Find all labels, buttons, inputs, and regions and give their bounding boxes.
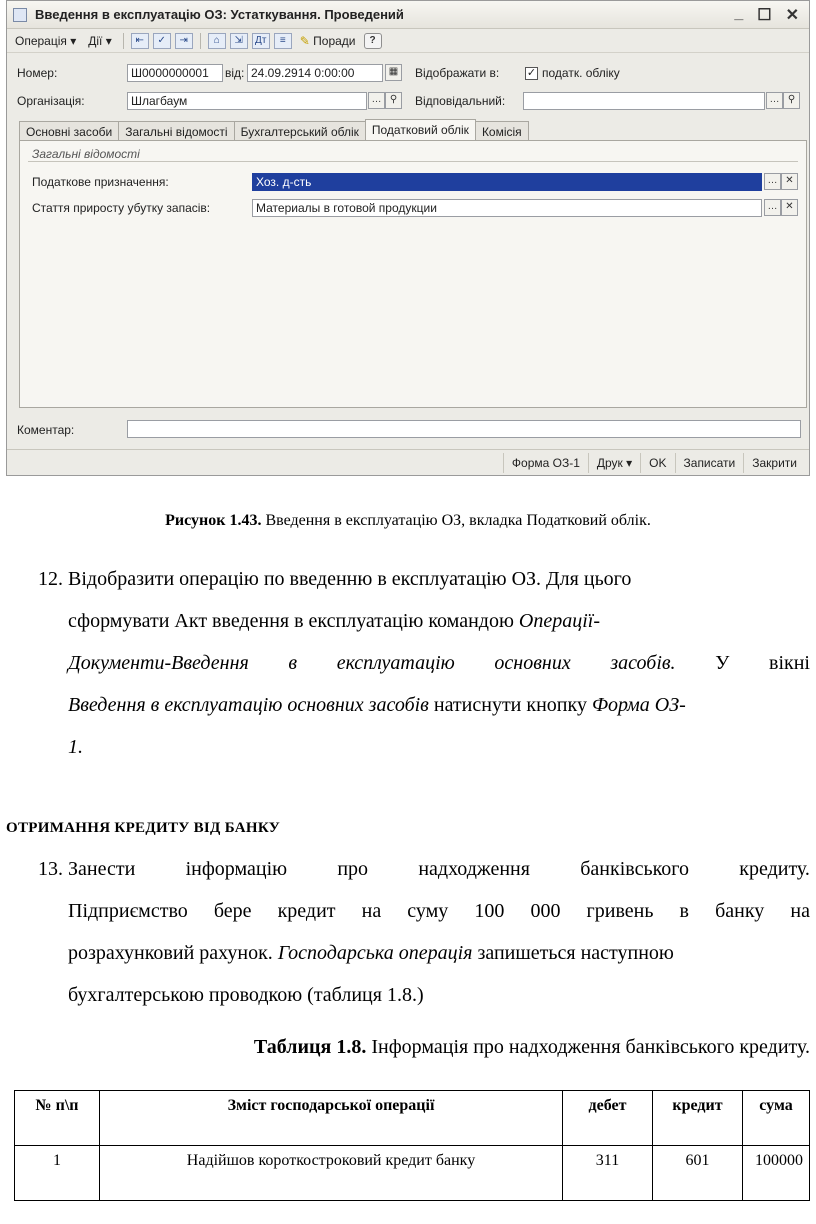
text-run: суму bbox=[407, 900, 449, 922]
table-cell: 1 bbox=[15, 1146, 100, 1201]
date-field[interactable]: 24.09.2914 0:00:00 bbox=[247, 64, 383, 82]
search-icon[interactable]: ⚲ bbox=[385, 92, 402, 109]
text-run: засобів. bbox=[610, 652, 676, 674]
operation-menu[interactable]: Операція ▾ bbox=[15, 33, 77, 48]
save-button[interactable]: Записати bbox=[675, 453, 744, 473]
calendar-icon[interactable]: ▦ bbox=[385, 64, 402, 81]
tax-purpose-label: Податкове призначення: bbox=[32, 175, 169, 189]
text-run: сформувати Акт введення в експлуатацію командою bbox=[68, 610, 519, 632]
entries-table bbox=[14, 1090, 810, 1201]
text-run: інформацію bbox=[185, 858, 288, 880]
column-header: Зміст господарської операції bbox=[100, 1091, 563, 1146]
structure-icon[interactable]: ⌂ bbox=[208, 33, 226, 49]
figure-caption bbox=[0, 512, 816, 530]
select-ellipsis-icon[interactable]: … bbox=[764, 173, 781, 190]
table-cell: Надійшов короткостроковий кредит банку bbox=[100, 1146, 563, 1201]
tax-accounting-checkbox-label: податк. обліку bbox=[542, 66, 620, 80]
tips-button[interactable] bbox=[296, 33, 360, 49]
show-in-label: Відображати в: bbox=[415, 66, 500, 80]
print-menu-button[interactable]: Друк ▾ bbox=[588, 453, 640, 473]
table-row bbox=[15, 1146, 810, 1201]
select-ellipsis-icon[interactable]: … bbox=[368, 92, 385, 109]
text-run: основних bbox=[494, 652, 571, 674]
number-field[interactable]: Ш0000000001 bbox=[127, 64, 223, 82]
step-13-line bbox=[38, 848, 810, 890]
text-run: 13. Занести bbox=[38, 858, 136, 880]
tax-accounting-checkbox[interactable]: ✓ bbox=[526, 67, 537, 79]
text-run: надходження bbox=[418, 858, 530, 880]
column-header: сума bbox=[743, 1091, 810, 1146]
text-run: кредит bbox=[277, 900, 336, 922]
text-run: бере bbox=[213, 900, 252, 922]
step-13-line: бухгалтерською проводкою (таблиця 1.8.) bbox=[68, 984, 424, 1006]
movements-icon[interactable]: ⇲ bbox=[230, 33, 248, 49]
group-title: Загальні відомості bbox=[32, 147, 140, 161]
number-label: Номер: bbox=[17, 66, 58, 80]
table-cell: 100000 bbox=[743, 1146, 810, 1201]
text-run: гривень bbox=[586, 900, 654, 922]
step-12-paragraph bbox=[38, 558, 810, 768]
tax-purpose-field[interactable]: Хоз. д-сть bbox=[252, 173, 762, 191]
step-13-line bbox=[38, 890, 810, 932]
column-header: № п\п bbox=[15, 1091, 100, 1146]
table-cell: 311 bbox=[563, 1146, 653, 1201]
accounting-entries-icon[interactable]: Дт bbox=[252, 33, 270, 49]
tab-fixed-assets[interactable]: Основні засоби bbox=[19, 121, 119, 144]
text-run: 000 bbox=[530, 900, 561, 922]
column-header: кредит bbox=[653, 1091, 743, 1146]
post-icon[interactable]: ✓ bbox=[153, 33, 171, 49]
text-run: на bbox=[790, 900, 810, 922]
comment-field[interactable] bbox=[127, 420, 801, 438]
unpost-icon[interactable]: ⇥ bbox=[175, 33, 193, 49]
text-run: - bbox=[593, 610, 600, 632]
text-run: 1. bbox=[68, 736, 83, 758]
group-divider bbox=[28, 161, 798, 162]
tips-label: Поради bbox=[313, 33, 356, 48]
text-run: банківського bbox=[580, 858, 689, 880]
close-window-button[interactable]: ✕ bbox=[785, 6, 799, 24]
window-titlebar bbox=[7, 1, 809, 29]
text-run: кредиту. bbox=[739, 858, 810, 880]
text-run: Введення в експлуатацію основних засобів bbox=[68, 694, 429, 716]
table-caption bbox=[254, 1036, 810, 1059]
step-12-line bbox=[38, 642, 810, 684]
text-run: в bbox=[288, 652, 298, 674]
select-ellipsis-icon[interactable]: … bbox=[766, 92, 783, 109]
table-caption-label: Таблиця 1.8. bbox=[253, 1036, 367, 1058]
figure-caption-text: Введення в експлуатацію ОЗ, вкладка Податковий облік. bbox=[261, 512, 651, 529]
actions-menu[interactable]: Дії ▾ bbox=[88, 33, 112, 48]
step-13-paragraph bbox=[38, 848, 810, 1016]
minimize-button[interactable]: _ bbox=[734, 4, 744, 22]
step-12-line bbox=[38, 726, 810, 768]
toolbar bbox=[7, 29, 809, 53]
post-and-close-icon[interactable]: ⇤ bbox=[131, 33, 149, 49]
responsible-field[interactable] bbox=[523, 92, 765, 110]
figure-caption-label: Рисунок 1.43. bbox=[165, 512, 262, 529]
tab-panel bbox=[19, 140, 807, 408]
expense-item-label: Стаття приросту убутку запасів: bbox=[32, 201, 211, 215]
date-label: від: bbox=[225, 66, 245, 80]
window-app-icon bbox=[13, 8, 27, 22]
select-ellipsis-icon[interactable]: … bbox=[764, 199, 781, 216]
document-window bbox=[6, 0, 810, 476]
step-13-line bbox=[38, 932, 810, 974]
clear-icon[interactable]: ✕ bbox=[781, 173, 798, 190]
tab-tax-accounting[interactable]: Податковий облік bbox=[365, 119, 476, 146]
clear-icon[interactable]: ✕ bbox=[781, 199, 798, 216]
text-run: Господарська операція bbox=[277, 942, 473, 964]
expense-item-field[interactable]: Материалы в готовой продукции bbox=[252, 199, 762, 217]
text-run: вікні bbox=[769, 652, 810, 674]
text-run: Форма ОЗ- bbox=[591, 694, 686, 716]
help-button[interactable]: ? bbox=[364, 33, 382, 49]
text-run: Документи-Введення bbox=[68, 652, 249, 674]
table-header-row bbox=[15, 1091, 810, 1146]
tab-strip bbox=[19, 121, 528, 141]
text-run: Підприємство bbox=[68, 900, 188, 922]
table-caption-text: Інформація про надходження банківського кредиту. bbox=[366, 1036, 810, 1058]
text-run: 100 bbox=[474, 900, 505, 922]
text-run: розрахунковий рахунок. bbox=[68, 942, 278, 964]
close-button[interactable]: Закрити bbox=[743, 453, 805, 473]
text-run: Операції bbox=[518, 610, 594, 632]
window-title: Введення в експлуатацію ОЗ: Устаткування. Проведений bbox=[35, 7, 404, 22]
ok-button[interactable]: OK bbox=[640, 453, 674, 473]
form-os1-button[interactable]: Форма ОЗ-1 bbox=[503, 453, 588, 473]
text-run: в bbox=[679, 900, 689, 922]
tab-general-info[interactable]: Загальні відомості bbox=[118, 121, 234, 144]
bottom-button-bar bbox=[7, 449, 809, 475]
text-run: на bbox=[361, 900, 382, 922]
tab-accounting[interactable]: Бухгалтерський облік bbox=[234, 121, 366, 144]
maximize-button[interactable]: ☐ bbox=[757, 6, 772, 24]
text-run: про bbox=[337, 858, 369, 880]
text-run: експлуатацію bbox=[336, 652, 455, 674]
column-header: дебет bbox=[563, 1091, 653, 1146]
step-12-line: 12. Відобразити операцію по введенню в експлуатацію ОЗ. Для цього bbox=[38, 568, 632, 590]
organization-label: Організація: bbox=[17, 94, 85, 108]
report-icon[interactable]: ≡ bbox=[274, 33, 292, 49]
toolbar-separator bbox=[200, 33, 201, 49]
table-cell: 601 bbox=[653, 1146, 743, 1201]
responsible-label: Відповідальний: bbox=[415, 94, 506, 108]
step-12-line bbox=[38, 600, 810, 642]
tab-commission[interactable]: Комісія bbox=[475, 121, 529, 144]
text-run: банку bbox=[715, 900, 765, 922]
text-run: натиснути кнопку bbox=[428, 694, 592, 716]
organization-field[interactable]: Шлагбаум bbox=[127, 92, 367, 110]
step-12-line bbox=[38, 684, 810, 726]
text-run: запишеться наступною bbox=[472, 942, 674, 964]
tips-icon: ✎ bbox=[299, 33, 310, 48]
text-run: У bbox=[715, 652, 730, 674]
search-icon[interactable]: ⚲ bbox=[783, 92, 800, 109]
toolbar-separator bbox=[123, 33, 124, 49]
comment-label: Коментар: bbox=[17, 423, 75, 437]
section-heading: ОТРИМАННЯ КРЕДИТУ ВІД БАНКУ bbox=[6, 820, 281, 836]
